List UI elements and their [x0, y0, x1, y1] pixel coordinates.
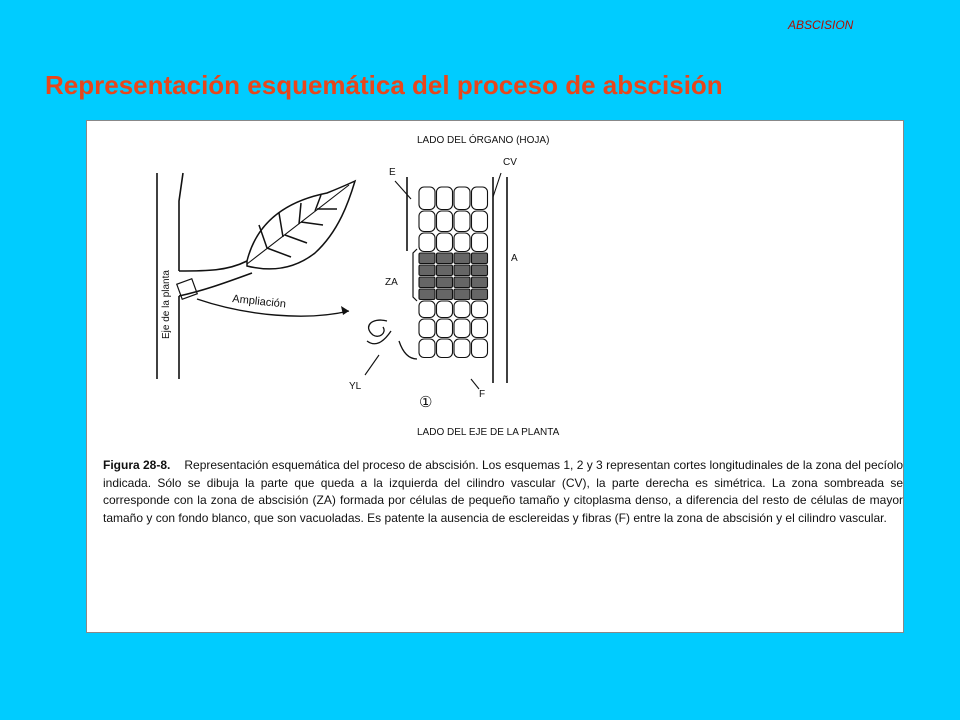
cell [472, 301, 488, 318]
cell [437, 319, 453, 338]
cell [472, 233, 488, 252]
cell [472, 187, 488, 210]
enlargement-label: Ampliación [231, 293, 287, 311]
cell [437, 339, 453, 358]
cell [437, 233, 453, 252]
shaded-cell [454, 253, 470, 264]
cell [419, 301, 435, 318]
cell [454, 339, 470, 358]
cell [472, 319, 488, 338]
cell [454, 319, 470, 338]
cell [419, 187, 435, 210]
label-cv: CV [503, 157, 517, 168]
cell [419, 319, 435, 338]
cell [454, 211, 470, 232]
abscission-diagram [87, 121, 903, 451]
axis-side-label: LADO DEL EJE DE LA PLANTA [417, 427, 560, 438]
cell [454, 233, 470, 252]
cell [437, 211, 453, 232]
label-e: E [389, 167, 396, 178]
figure-caption [103, 457, 903, 527]
cell [419, 233, 435, 252]
leaf-illustration [247, 181, 355, 269]
cell [419, 211, 435, 232]
separation-layer [367, 320, 417, 359]
shaded-cell [472, 277, 488, 288]
cell [419, 339, 435, 358]
shaded-cell [437, 265, 453, 276]
za-bracket [413, 249, 417, 301]
cell-column [419, 187, 488, 358]
label-za: ZA [385, 277, 398, 288]
shaded-cell [437, 253, 453, 264]
shaded-cell [419, 289, 435, 300]
shaded-cell [454, 265, 470, 276]
shaded-cell [419, 253, 435, 264]
shaded-cell [437, 289, 453, 300]
cell [472, 211, 488, 232]
organ-side-label: LADO DEL ÓRGANO (HOJA) [417, 135, 550, 146]
shaded-cell [454, 289, 470, 300]
cell [454, 301, 470, 318]
label-yl: YL [349, 381, 362, 392]
scheme-number: ① [419, 394, 433, 411]
cell [437, 301, 453, 318]
caption-text: Representación esquemática del proceso de abscisión. Los esquemas 1, 2 y 3 representan cortes longitudinales de la zona del pecíolo indicada. Sólo se dibuja la parte que queda a la izquierda del cilindro vascular (CV), la parte derecha es simétrica. La zona sombreada se corresponde con la zona de abscisión (ZA) formada por células de pequeño tamaño y citoplasma denso, a diferencia del resto de células de mayor tamaño y con fondo blanco, que son vacuoladas. Es patente la ausencia de esclereidas y fibras (F) entre la zona de abscisión y el cilindro vascular. [103, 458, 904, 525]
shaded-cell [419, 265, 435, 276]
plant-axis-label: Eje de la planta [161, 270, 172, 339]
label-partial-a: A [511, 253, 518, 264]
cell [454, 187, 470, 210]
cell [437, 187, 453, 210]
shaded-cell [472, 289, 488, 300]
label-f: F [479, 389, 486, 400]
cell [472, 339, 488, 358]
shaded-cell [472, 265, 488, 276]
figure-number: Figura 28-8. [103, 458, 171, 472]
shaded-cell [419, 277, 435, 288]
corner-tag: ABSCISION [788, 18, 854, 32]
shaded-cell [437, 277, 453, 288]
shaded-cell [454, 277, 470, 288]
slide-title: Representación esquemática del proceso de abscisión [45, 70, 723, 100]
shaded-cell [472, 253, 488, 264]
figure-panel [86, 120, 904, 633]
